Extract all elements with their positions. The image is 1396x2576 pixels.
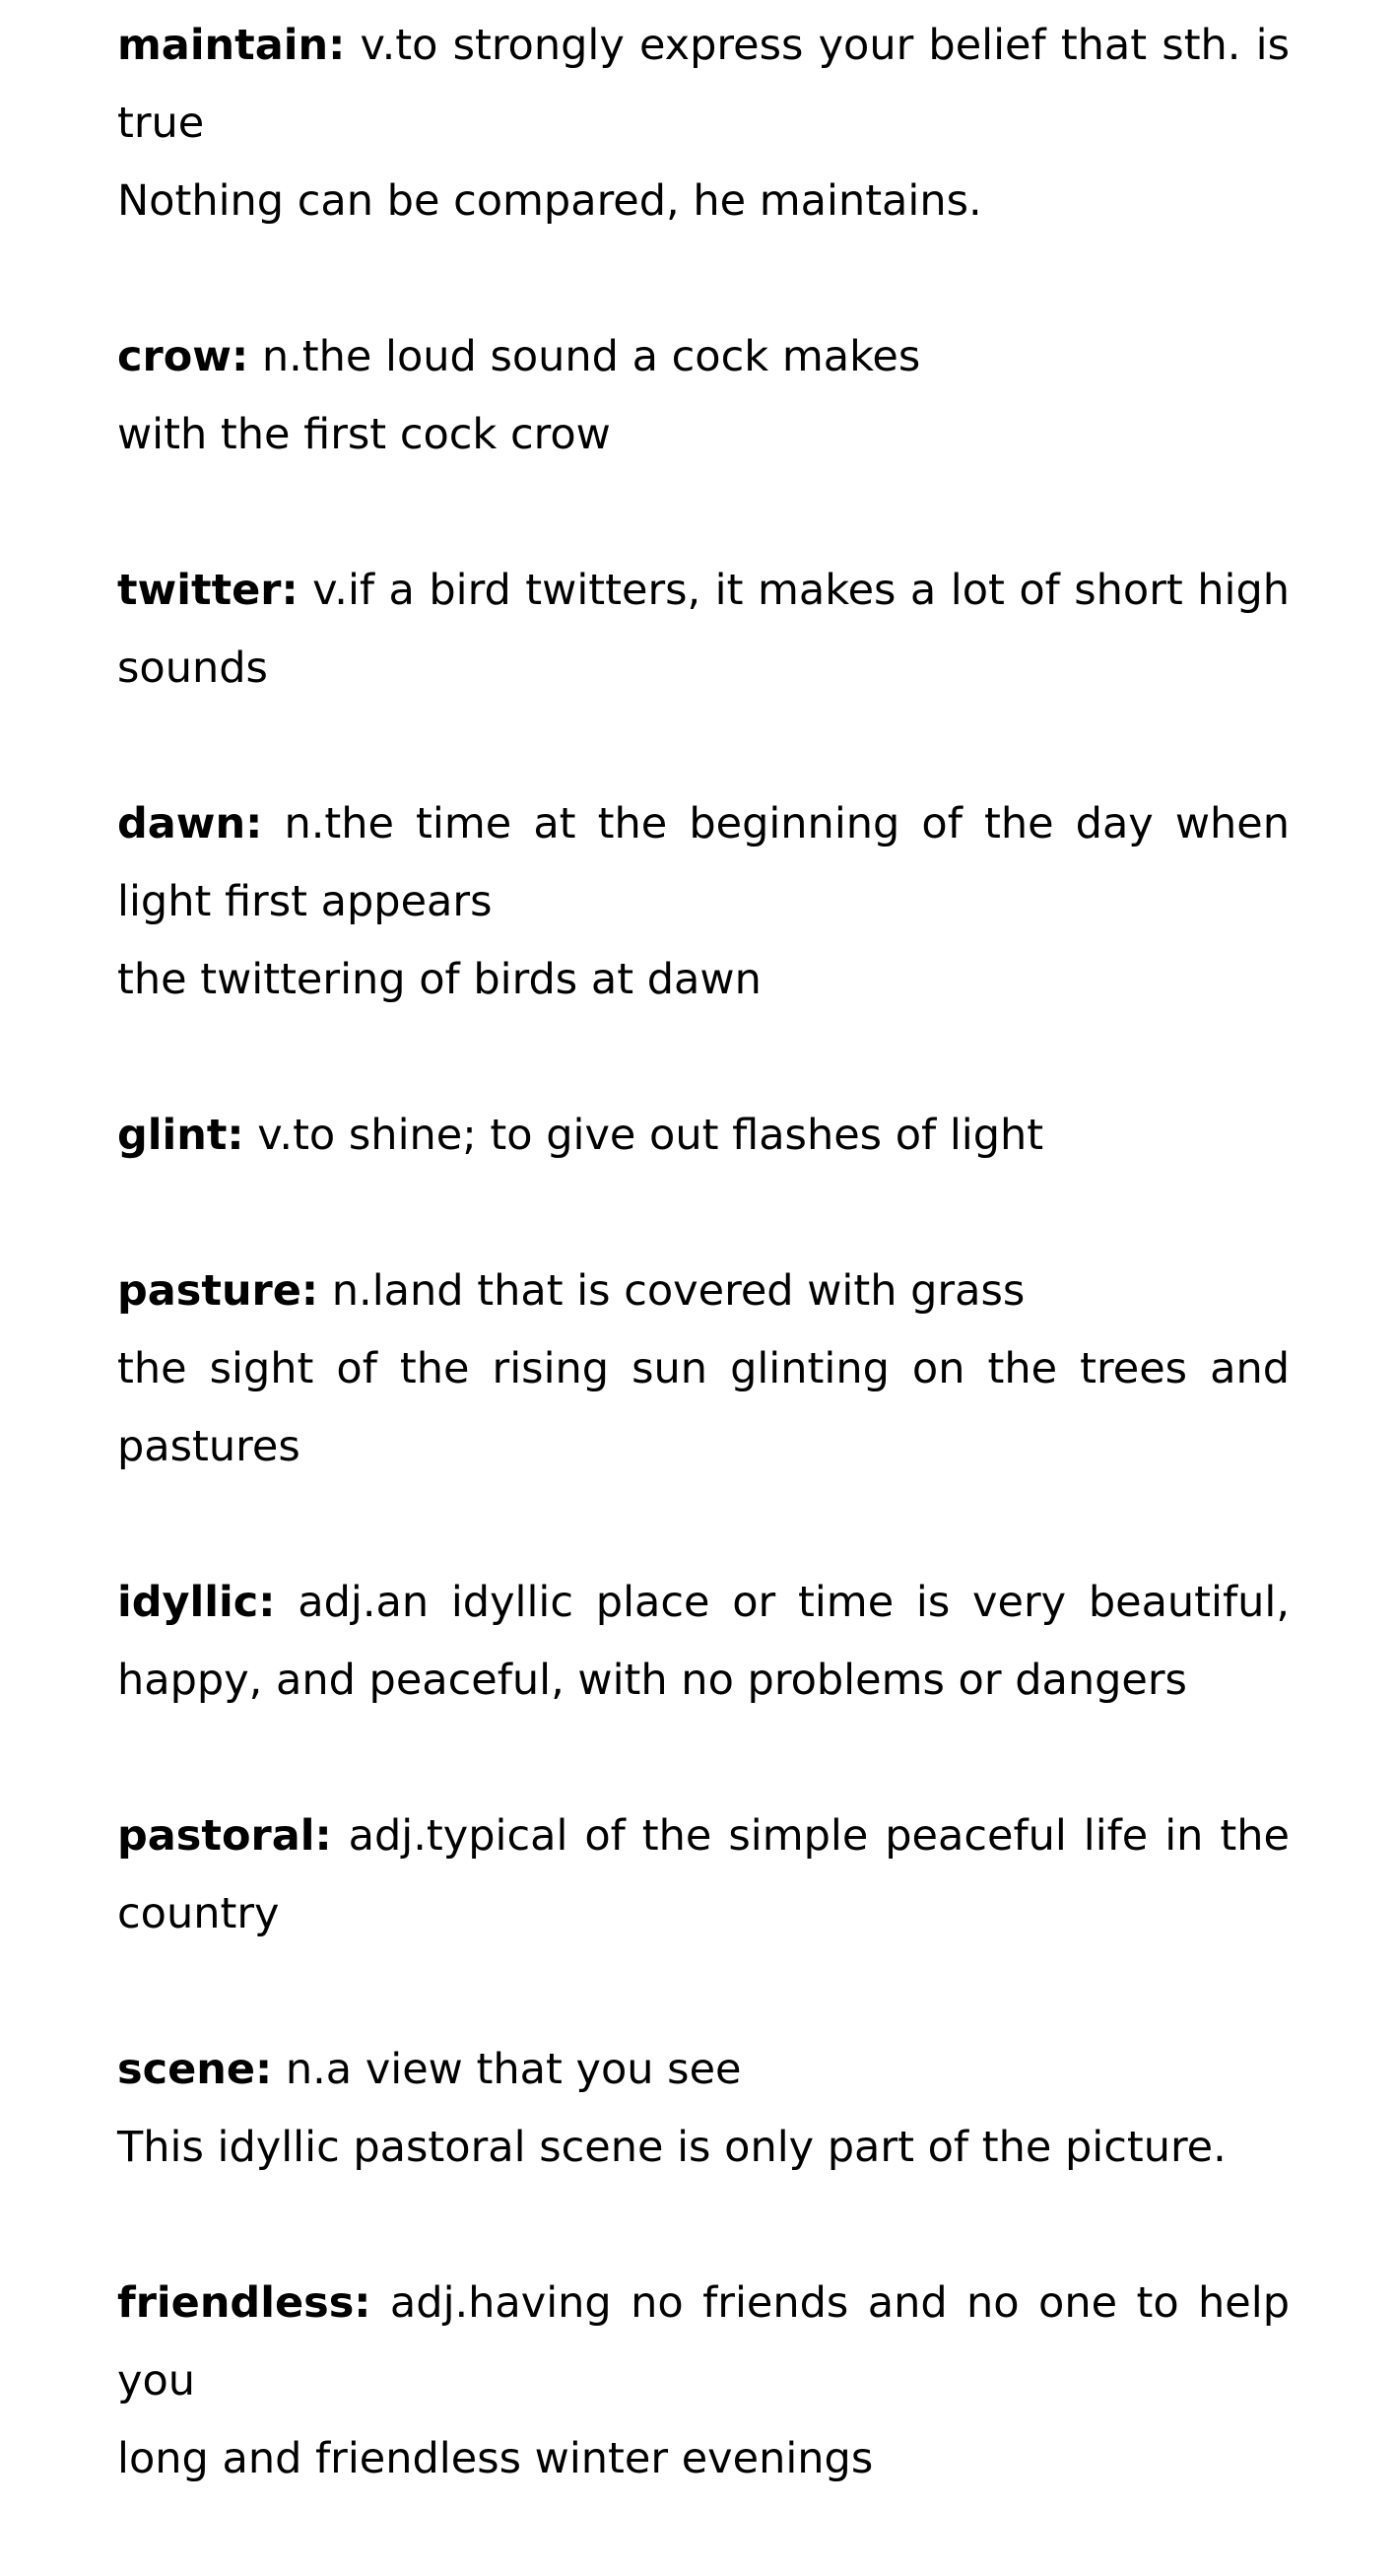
definition-line	[117, 1564, 1290, 1720]
definition-line	[117, 2031, 1290, 2109]
vocabulary-list	[117, 0, 1290, 2576]
term: maintain:	[117, 21, 346, 70]
definition: adj.an idyllic place or time is very beautiful, happy, and peaceful, with no problems or dangers	[117, 1578, 1290, 1705]
vocab-entry-glint	[117, 1097, 1290, 1175]
term: pasture:	[117, 1266, 319, 1316]
definition: v.to shine; to give out flashes of light	[243, 1111, 1044, 1160]
term: crow:	[117, 332, 249, 381]
vocab-entry-scene	[117, 2031, 1290, 2187]
definition: v.to strongly express your belief that sth. is true	[117, 21, 1290, 148]
term: twitter:	[117, 566, 299, 615]
vocab-entry-twitter	[117, 552, 1290, 708]
term: pastoral:	[117, 1811, 332, 1861]
definition-line	[117, 1797, 1290, 1953]
vocab-entry-crow	[117, 318, 1290, 474]
term: idyllic:	[117, 1578, 276, 1627]
vocab-entry-pastoral	[117, 1797, 1290, 1953]
definition: adj.having no friends and no one to help you	[117, 2278, 1290, 2406]
definition-line	[117, 7, 1290, 163]
definition-line	[117, 2265, 1290, 2420]
term: friendless:	[117, 2278, 371, 2328]
vocab-entry-idyllic	[117, 1564, 1290, 1720]
definition: n.the loud sound a cock makes	[248, 332, 921, 381]
definition-line	[117, 1097, 1290, 1175]
example-sentence: the twittering of birds at dawn	[117, 955, 762, 1004]
example-sentence: Nothing can be compared, he maintains.	[117, 176, 982, 226]
definition: n.land that is covered with grass	[318, 1266, 1026, 1316]
definition: n.the time at the beginning of the day when light first appears	[117, 799, 1290, 926]
definition: v.if a bird twitters, it makes a lot of short high sounds	[117, 566, 1290, 693]
definition-line	[117, 785, 1290, 941]
term: glint:	[117, 1111, 244, 1160]
example-sentence: with the first cock crow	[117, 410, 611, 459]
definition-line	[117, 1253, 1290, 1330]
definition: adj.typical of the simple peaceful life in the country	[117, 1811, 1290, 1938]
vocab-entry-maintain	[117, 7, 1290, 240]
definition-line	[117, 318, 1290, 396]
term: scene:	[117, 2045, 273, 2094]
vocab-entry-friendless	[117, 2265, 1290, 2498]
vocab-entry-dawn	[117, 785, 1290, 1019]
example-sentence: This idyllic pastoral scene is only part of the picture.	[117, 2123, 1227, 2172]
example-sentence: long and friendless winter evenings	[117, 2434, 874, 2483]
vocab-entry-pasture	[117, 1253, 1290, 1486]
definition: n.a view that you see	[272, 2045, 742, 2094]
definition-line	[117, 552, 1290, 708]
term: dawn:	[117, 799, 263, 848]
example-sentence: the sight of the rising sun glinting on the trees and pastures	[117, 1344, 1290, 1471]
